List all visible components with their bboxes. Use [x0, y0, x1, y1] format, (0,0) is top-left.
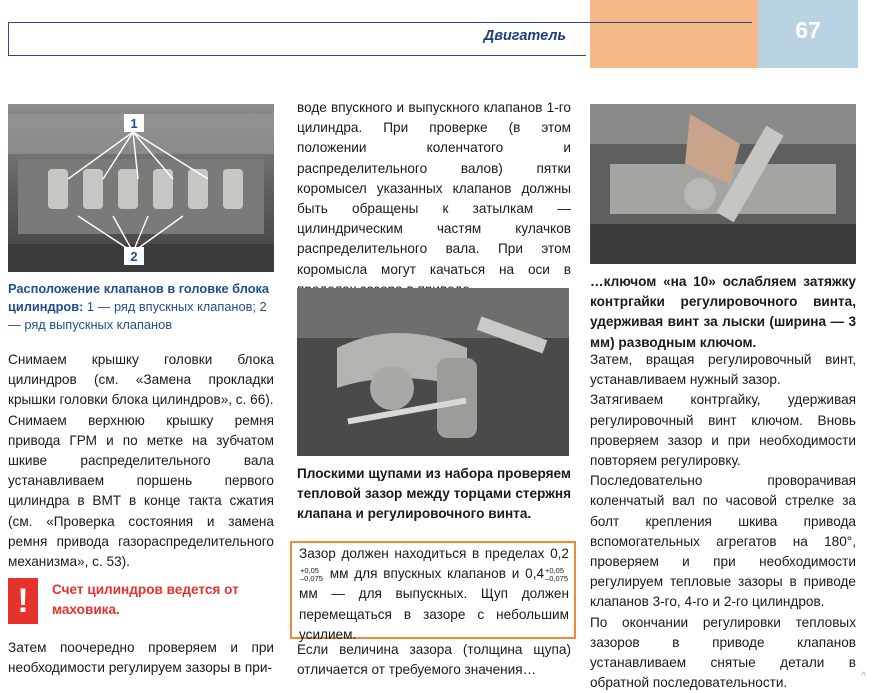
header-rule [586, 22, 752, 23]
warning-text: Счет цилиндров ведется от маховика. [52, 582, 239, 617]
label-1: 1 [130, 116, 138, 131]
paragraph: Снимаем верхнюю крышку ремня привода ГРМ и по метке на зубчатом шкиве распределительного вала устанавливаем поршень первого цилиндра в ВМТ в конце такта сжатия (см. «Проверка состояния и замена ремня привода газораспределительного механизма», с. 53). [8, 412, 274, 570]
paragraph: Последовательно проворачивая коленчатый вал по часовой стрелке за болт крепления шкива привода вспомогательных агрегатов на 180°, проверяем и при необходимости регулируем тепловые зазоры в приводе клапанов 3-го, 4-го и 2-го цилиндров. [590, 473, 856, 610]
wrench-caption: …ключом «на 10» ослабляем затяжку контргайки регулировочного винта, удерживая винт за лыски (ширина — 3 мм) разводным ключом. [590, 274, 856, 350]
paragraph: воде впускного и выпускного клапанов 1-го цилиндра. При проверке (в этом положении коленчатого и распределительного валов) пятки коромысел указанных клапанов должны быть обращены к затылкам — цилиндрическим частям кулачков распределительного вала. При этом коромысла могут качаться на оси в [297, 100, 571, 277]
column-1 [8, 280, 274, 334]
column-1-body [8, 350, 274, 572]
column-2-box-text [299, 544, 569, 645]
feeler-gauge-photo [297, 288, 569, 456]
column-3-body [590, 350, 856, 693]
spec-text: Зазор должен находиться в пределах 0,2 +0,05 –0,075 мм для впускных клапанов и 0,4 +0,05 –0,075 мм — для выпускных. Щуп должен перемещаться в зазоре с небольшим усилием. [299, 546, 569, 642]
column-2-top [297, 98, 571, 300]
column-1-tail [8, 638, 274, 678]
tolerance: +0,05 –0,075 [300, 565, 323, 583]
column-2-tail [297, 640, 571, 680]
label-2: 2 [130, 249, 138, 264]
page-number: 67 [758, 0, 858, 68]
section-title: Двигатель [483, 28, 566, 44]
column-3-caption [590, 272, 856, 353]
corner-mark: ^ [861, 671, 866, 682]
paragraph: Если величина зазора (толщина щупа) отличается от требуемого значения… [297, 642, 571, 678]
wrench-adjust-photo [590, 104, 856, 264]
paragraph: Затягиваем контргайку, удерживая регулировочный винт ключом. Вновь проверяем зазор и при необходимости повторяем регулировку. [590, 392, 856, 469]
header-accent-tab [590, 0, 758, 68]
warning-icon: ! [8, 578, 38, 624]
column-2-caption [297, 464, 571, 525]
paragraph: По окончании регулировки тепловых зазоров в приводе клапанов устанавливаем снятые детали в обратной последовательности. [590, 614, 856, 691]
feeler-caption: Плоскими щупами из набора проверяем тепловой зазор между торцами стержня клапана и регулировочного винта. [297, 466, 571, 522]
photo1-caption: Расположение клапанов в головке блока цилиндров: 1 — ряд впускных клапанов; 2 — ряд выпускных клапанов [8, 281, 270, 332]
paragraph: Снимаем крышку головки блока цилиндров (см. «Замена прокладки крышки головки блока цилиндров», с. 66). [8, 352, 274, 408]
engine-head-photo [8, 104, 274, 272]
paragraph: Затем, вращая регулировочный винт, устанавливаем нужный зазор. [590, 352, 856, 388]
paragraph: Затем поочередно проверяем и при необходимости регулируем зазоры в при- [8, 640, 274, 676]
tolerance: +0,05 –0,075 [545, 565, 568, 583]
